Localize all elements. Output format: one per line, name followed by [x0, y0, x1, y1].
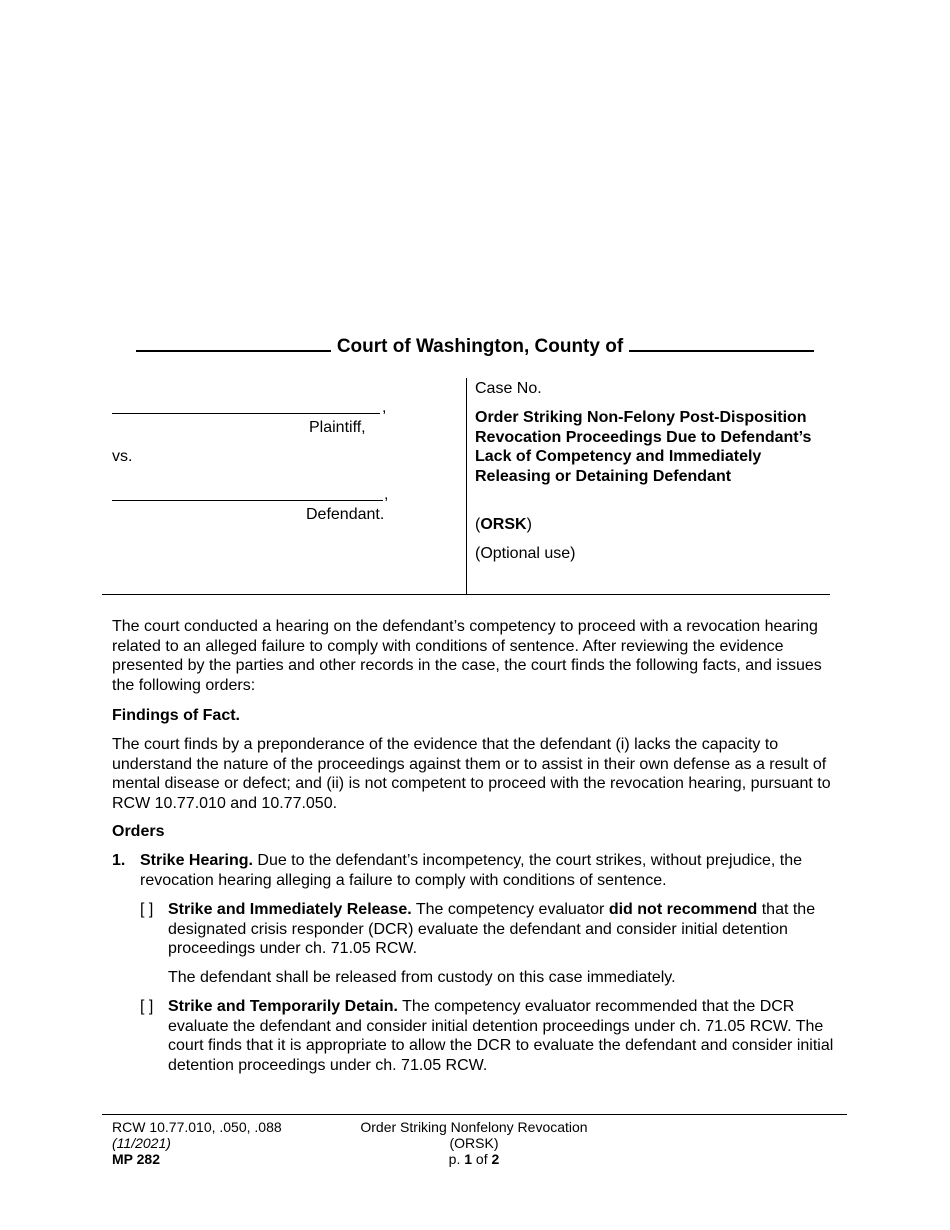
page-prefix: p.: [448, 1151, 465, 1167]
footer-rule: [102, 1114, 847, 1115]
page-total: 2: [491, 1151, 500, 1167]
findings-text: The court finds by a preponderance of the evidence that the defendant (i) lacks the capacity to understand the nature of the proceedings against them or to assist in their own defense as a result of mental disease or defect; and (ii) is not competent to proceed with the revocation hearing, pursuant to RCW 10.77.010 and 10.77.050.: [112, 736, 831, 812]
order-1-text: Due to the defendant’s incompetency, the court strikes, without prejudice, the revocation hearing alleging a failure to comply with conditions of sentence.: [140, 852, 802, 889]
defendant-name-blank[interactable]: [112, 500, 383, 501]
intro-paragraph: [112, 617, 842, 695]
footer-form-title: Order Striking Nonfelony Revocation: [360, 1119, 588, 1135]
footer-form-number: MP 282: [112, 1151, 160, 1167]
order-1-number: 1.: [112, 852, 126, 869]
orders-heading: Orders: [112, 823, 165, 840]
findings-heading: Findings of Fact.: [112, 707, 240, 724]
option-b-text: The competency evaluator recommended that the DCR evaluate the defendant and consider initial detention proceedings under ch. 71.05 RCW. The court finds that it is appropriate to allow the DCR to evaluate the defendant and consider initial detention proceedings under ch. 71.05 RCW.: [168, 998, 834, 1074]
footer-statute: RCW 10.77.010, .050, .088: [112, 1119, 282, 1135]
option-a-text-2: that the designated crisis responder (DCR) evaluate the defendant and consider initial detention proceedings under ch. 71.05 RCW.: [168, 901, 816, 957]
defendant-label: Defendant.: [306, 506, 385, 523]
order-1-title: Strike Hearing.: [140, 852, 253, 869]
order-1-paragraph: [140, 851, 830, 890]
page-of: of: [472, 1151, 492, 1167]
form-code: ORSK: [480, 516, 527, 533]
county-blank[interactable]: [629, 334, 814, 352]
plaintiff-label: Plaintiff,: [309, 419, 366, 436]
caption-divider: [466, 378, 467, 595]
option-b-title: Strike and Temporarily Detain.: [168, 998, 398, 1015]
page-current: 1: [464, 1151, 473, 1167]
form-code-close: ): [526, 516, 532, 533]
defendant-comma: ,: [384, 486, 389, 503]
order-title: Order Striking Non-Felony Post-Disposition Revocation Proceedings Due to Defendant’s Lack of Competency and Immediately Releasing or Detaining Defendant: [475, 409, 812, 485]
plaintiff-name-blank[interactable]: [112, 413, 380, 414]
optional-use-label: (Optional use): [475, 545, 576, 562]
option-a-emphasis: did not recommend: [608, 901, 758, 918]
footer-page-number: [340, 1151, 608, 1167]
court-title-line: [0, 334, 950, 358]
versus-label: vs.: [112, 448, 133, 465]
form-code-line: [475, 515, 825, 535]
footer-form-code: (ORSK): [449, 1135, 499, 1151]
option-b-paragraph: [168, 997, 840, 1075]
option-a-text-1: The competency evaluator: [411, 901, 609, 918]
caption-bottom-rule: [102, 594, 830, 595]
court-name-blank[interactable]: [136, 334, 331, 352]
plaintiff-comma: ,: [382, 399, 387, 416]
footer-revision: (11/2021): [112, 1135, 171, 1151]
option-b-checkbox[interactable]: [ ]: [140, 998, 154, 1015]
option-a-title: Strike and Immediately Release.: [168, 901, 412, 918]
option-a-paragraph: [168, 900, 838, 959]
form-code-open: (: [475, 516, 481, 533]
court-title: Court of Washington, County of: [336, 336, 624, 357]
option-a-release-text: The defendant shall be released from custody on this case immediately.: [168, 969, 676, 986]
findings-paragraph: [112, 735, 842, 813]
option-a-checkbox[interactable]: [ ]: [140, 901, 154, 918]
case-number-label: Case No.: [475, 380, 542, 397]
intro-text: The court conducted a hearing on the defendant’s competency to proceed with a revocation hearing related to an alleged failure to comply with conditions of sentence. After reviewing the evidence presented by the parties and other records in the case, the court finds the following facts, and issues the following orders:: [112, 618, 822, 694]
